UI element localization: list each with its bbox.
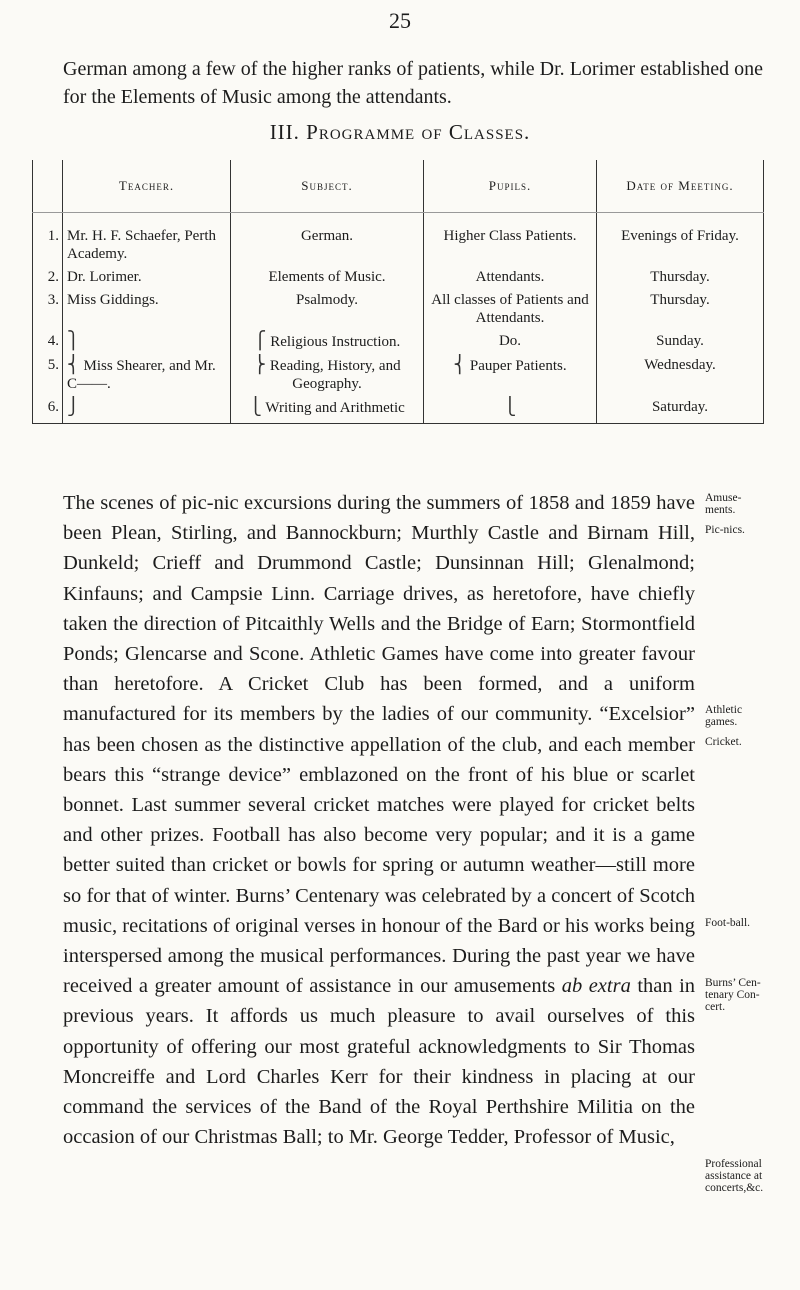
row-teacher: Dr. Lorimer.	[63, 265, 231, 288]
brace-icon: ⎭	[67, 397, 80, 416]
header-date: Date of Meeting.	[597, 160, 764, 213]
margin-note-professional: Professional assistance at concerts,&c.	[705, 1158, 764, 1194]
table-row	[33, 213, 764, 266]
table-row	[33, 329, 764, 353]
row-teacher-text: Miss Shearer, and Mr. C——.	[67, 358, 216, 392]
row-num: 2.	[33, 265, 63, 288]
row-subject: Psalmody.	[231, 288, 424, 329]
row-date: Saturday.	[597, 395, 764, 424]
row-subject: Elements of Music.	[231, 265, 424, 288]
row-subject-text: Writing and Arithmetic	[265, 400, 405, 416]
row-subject: German.	[231, 213, 424, 266]
row-pupils	[424, 395, 597, 424]
row-date: Thursday.	[597, 288, 764, 329]
row-subject	[231, 353, 424, 395]
row-date: Wednesday.	[597, 353, 764, 395]
table-header-row	[33, 160, 764, 213]
row-pupils	[424, 353, 597, 395]
margin-note-amusements: Amuse- ments.	[705, 492, 742, 516]
row-pupils: Attendants.	[424, 265, 597, 288]
row-num: 3.	[33, 288, 63, 329]
row-subject	[231, 329, 424, 353]
row-teacher: Miss Giddings.	[63, 288, 231, 329]
row-pupils: All classes of Patients and Attendants.	[424, 288, 597, 329]
header-subject: Subject.	[231, 160, 424, 213]
brace-icon: ⎨	[453, 355, 467, 374]
section-heading	[0, 120, 800, 145]
row-num: 6.	[33, 395, 63, 424]
body-paragraph-text: The scenes of pic-nic excursions during the summers of 1858 and 1859 have been Plean, Stirling, and Bannockburn; Murthly Castle and Birnam Hill, Dunkeld; Crieff and Drummond Castle; Dunsinnan Hill; Glenalmond; Kinfauns; and Campsie Linn. Carriage drives, as heretofore, have chiefly taken the direction of Pitcaithly Wells and the Bridge of Earn; Stormontfield Ponds; Glencarse and Scone. Athletic Games have come into greater favour than heretofore. A Cricket Club has been formed, and a uniform manufactured for its members by the ladies of our community. “Excelsior” has been chosen as the distinctive appellation of the club, and each member bears this “strange device” emblazoned on the front of his blue or scarlet bonnet. Last summer several cricket matches were played for cricket belts and other prizes. Football has also become very popular; and it is a game better suited than cricket or bowls for spring or autumn weather—still more so for that of winter. Burns’ Centenary was celebrated by a concert of Scotch music, recitations of original verses in honour of the Bard or his works being interspersed among the musical performances. During the past year we have received a greater amount of assistance in our amusements	[63, 492, 695, 998]
row-teacher: Mr. H. F. Schaefer, Perth Academy.	[63, 213, 231, 266]
table-row	[33, 395, 764, 424]
row-subject-text: Religious Instruction.	[270, 334, 401, 350]
italic-phrase: ab extra	[561, 975, 631, 998]
row-subject-text: Reading, History, and Geography.	[269, 358, 401, 392]
row-subject	[231, 395, 424, 424]
row-pupils: Do.	[424, 329, 597, 353]
body-paragraph	[63, 488, 695, 1152]
margin-note-burns: Burns’ Cen- tenary Con- cert.	[705, 977, 761, 1013]
body-paragraph-end: than in previous years. It affords us much pleasure to avail ourselves of this opportunity of offering our most grateful acknowledgments to Sir Thomas Moncreiffe and Lord Charles Kerr for their kindness in placing at our command the services of the Band of the Royal Perthshire Militia on the occasion of our Christmas Ball; to Mr. George Tedder, Professor of Music,	[63, 975, 696, 1149]
margin-note-football: Foot-ball.	[705, 917, 751, 929]
brace-icon: ⎧	[253, 331, 267, 350]
margin-note-athletic: Athletic games.	[705, 704, 743, 728]
header-num	[33, 160, 63, 213]
classes-table	[32, 160, 764, 424]
brace-icon: ⎫	[67, 331, 80, 350]
row-num: 1.	[33, 213, 63, 266]
margin-note-picnics: Pic-nics.	[705, 524, 745, 536]
brace-icon: ⎨	[67, 355, 80, 374]
row-teacher	[63, 329, 231, 353]
brace-icon: ⎬	[253, 355, 267, 374]
brace-icon: ⎩	[249, 397, 262, 416]
table-row	[33, 265, 764, 288]
row-date: Sunday.	[597, 329, 764, 353]
row-pupils: Higher Class Patients.	[424, 213, 597, 266]
row-date: Thursday.	[597, 265, 764, 288]
body-text	[63, 488, 695, 1152]
table-row	[33, 353, 764, 395]
row-num: 4.	[33, 329, 63, 353]
table-row	[33, 288, 764, 329]
row-teacher	[63, 395, 231, 424]
brace-icon: ⎩	[503, 397, 517, 416]
section-heading-text: III. Programme of Classes.	[269, 120, 531, 144]
header-pupils: Pupils.	[424, 160, 597, 213]
page-number: 25	[389, 8, 411, 33]
row-num: 5.	[33, 353, 63, 395]
header-teacher: Teacher.	[63, 160, 231, 213]
row-pupils-text: Pauper Patients.	[469, 358, 567, 374]
intro-paragraph: German among a few of the higher ranks of patients, while Dr. Lorimer established one for the Elements of Music among the attendants.	[63, 58, 763, 108]
row-date: Evenings of Friday.	[597, 213, 764, 266]
row-teacher	[63, 353, 231, 395]
margin-note-cricket: Cricket.	[705, 736, 742, 748]
